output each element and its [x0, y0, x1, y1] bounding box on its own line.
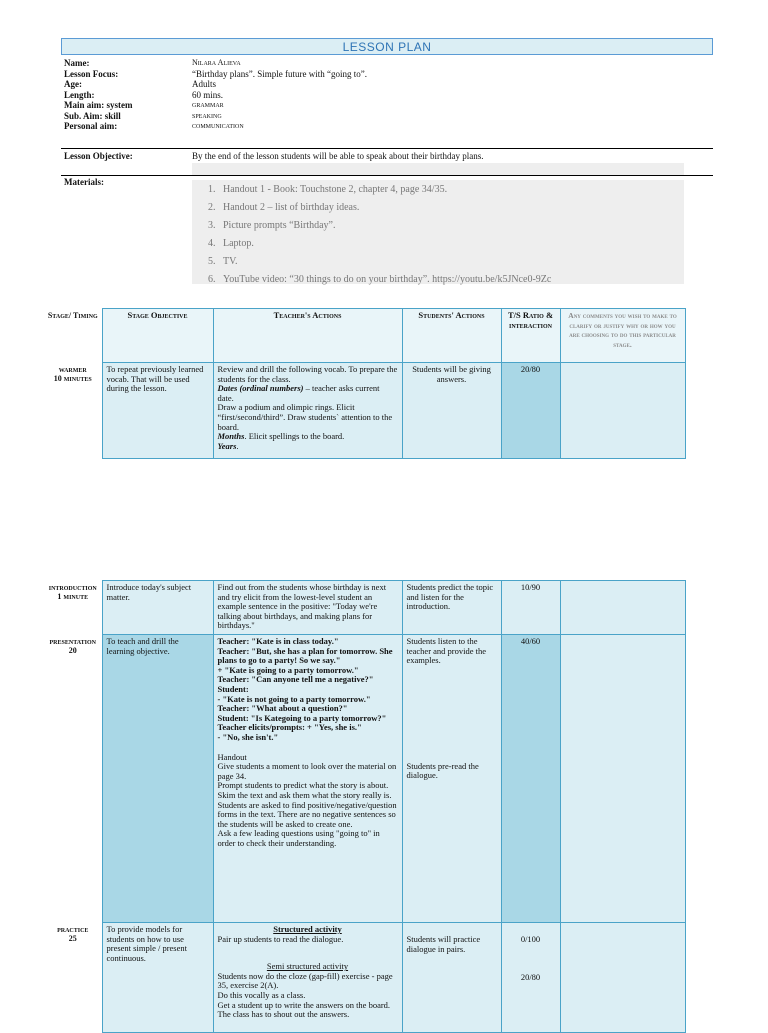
- presentation-script-line: Teacher: "But, she has a plan for tomorrow. She plans to go to a party! So we say.": [217, 645, 393, 666]
- info-row: [64, 69, 714, 80]
- practice-students: Students will practice dialogue in pairs.: [402, 923, 501, 1033]
- presentation-teacher: [213, 635, 402, 923]
- materials-item: 4. Laptop.: [208, 238, 254, 249]
- presentation-step-line: Give students a moment to look over the material on page 34.: [217, 761, 397, 781]
- info-label: Personal aim:: [64, 121, 118, 131]
- practice-ratio: 0/100 20/80: [501, 923, 560, 1033]
- presentation-objective: To teach and drill the learning objective.: [102, 635, 213, 923]
- materials-item: 1. Handout 1 - Book: Touchstone 2, chapter 4, page 34/35.: [208, 184, 448, 195]
- presentation-script-line: - "Kate is not going to a party tomorrow.": [217, 693, 371, 704]
- info-label: Name:: [64, 58, 90, 68]
- warmer-teacher: Review and drill the following vocab. To prepare the students for the class. Dates (ordinal numbers) – teacher asks current date. Draw a podium and olimpic rings. Elicit “first/second/third”. Draw students` attention to the board. Months. Elicit spellings to the board. Years.: [213, 363, 402, 459]
- presentation-step-line: Ask a few leading questions using "going to" in order to check their understanding.: [217, 828, 380, 848]
- presentation-script-line: Student:: [217, 683, 249, 694]
- info-label: Age:: [64, 79, 82, 89]
- plan-table-top: [44, 308, 686, 459]
- header-objective: Stage Objective: [102, 309, 213, 363]
- intro-ratio: 10/90: [501, 581, 560, 635]
- stage-practice: practice 25: [57, 924, 89, 943]
- presentation-script-line: Teacher: "What about a question?": [217, 703, 348, 714]
- lesson-info: [64, 58, 714, 132]
- divider: [61, 148, 713, 149]
- practice-objective: To provide models for students on how to use present simple / present continuous.: [102, 923, 213, 1033]
- lesson-plan-title: LESSON PLAN: [61, 38, 713, 55]
- objective-label: Lesson Objective:: [64, 151, 133, 161]
- intro-teacher: Find out from the students whose birthday is next and try elicit from the lowest-level student an example sentence in the positive: "Today we're talking about birthdays, and making plans for birthdays.": [213, 581, 402, 635]
- presentation-script-line: Teacher: "Kate is in class today.": [217, 636, 339, 646]
- warmer-ratio: 20/80: [501, 363, 560, 459]
- intro-objective: Introduce today's subject matter.: [102, 581, 213, 635]
- header-stage: Stage/ Timing: [44, 309, 102, 363]
- presentation-script-line: - "No, she isn't.": [217, 731, 279, 742]
- info-value: Nilara Alieva: [192, 58, 241, 67]
- info-value: grammar: [192, 100, 224, 109]
- info-row: [64, 79, 714, 90]
- materials-item: 3. Picture prompts “Birthday”.: [208, 220, 336, 231]
- stage-introduction: introduction 1 minute: [48, 582, 97, 601]
- stage-warmer: warmer 10 minutes: [53, 364, 92, 383]
- info-row: [64, 58, 714, 69]
- info-label: Sub. Aim: skill: [64, 110, 121, 121]
- plan-table-bottom: [44, 580, 686, 1033]
- header-teacher: Teacher's Actions: [213, 309, 402, 363]
- materials-item: 2. Handout 2 – list of birthday ideas.: [208, 202, 360, 213]
- presentation-step-line: Students are asked to find positive/negative/question forms in the text. There are no negative sentences so the students will be asked to create one.: [217, 799, 397, 829]
- presentation-ratio: 40/60: [501, 635, 560, 923]
- warmer-students: Students will be giving answers.: [402, 363, 501, 459]
- warmer-comments: [560, 363, 685, 459]
- presentation-step-line: Skim the text and ask them what the story really is.: [217, 789, 392, 800]
- info-value: speaking: [192, 110, 222, 120]
- info-row: [64, 121, 714, 132]
- practice-comments: [560, 923, 685, 1033]
- info-label: Length:: [64, 89, 95, 100]
- info-value: “Birthday plans”. Simple future with “going to”.: [192, 68, 367, 79]
- presentation-script-line: + "Kate is going to a party tomorrow.": [217, 664, 359, 675]
- presentation-step-line: Prompt students to predict what the story is about.: [217, 780, 389, 791]
- info-row: [64, 90, 714, 101]
- info-value: Adults: [192, 79, 217, 89]
- info-row: [64, 100, 714, 111]
- info-label: Lesson Focus:: [64, 68, 119, 79]
- presentation-script-line: Student: "Is Kategoing to a party tomorrow?": [217, 712, 387, 723]
- stage-presentation: presentation 20: [49, 636, 96, 655]
- presentation-students: Students listen to the teacher and provide the examples. Students pre-read the dialogue.: [402, 635, 501, 923]
- header-ratio: T/S Ratio & interaction: [501, 309, 560, 363]
- practice-teacher: Structured activity Pair up students to read the dialogue. Semi structured activity Students now do the cloze (gap-fill) exercise - page 35, exercise 2(A). Do this vocally as a class. Get a student up to write the answers on the board. The class has to shout out the answers.: [213, 923, 402, 1033]
- intro-comments: [560, 581, 685, 635]
- info-value: 60 mins.: [192, 89, 224, 100]
- materials-label: Materials:: [64, 177, 104, 187]
- materials-item: 5. TV.: [208, 256, 238, 267]
- info-label: Main aim: system: [64, 100, 133, 110]
- header-students: Students' Actions: [402, 309, 501, 363]
- presentation-step-line: Handout: [217, 751, 247, 762]
- presentation-comments: [560, 635, 685, 923]
- warmer-objective: To repeat previously learned vocab. That will be used during the lesson.: [102, 363, 213, 459]
- presentation-script-line: Teacher: "Can anyone tell me a negative?": [217, 674, 374, 685]
- header-comments: Any comments you wish to make to clarify or justify why or how you are choosing to do this particular stage.: [560, 309, 685, 363]
- materials-list: [208, 181, 551, 289]
- materials-item: 6. YouTube video: “30 things to do on your birthday”. https://youtu.be/k5JNce0-9Zc: [208, 274, 552, 285]
- info-value: communication: [192, 121, 244, 130]
- divider: [61, 175, 713, 176]
- intro-students: Students predict the topic and listen for the introduction.: [402, 581, 501, 635]
- objective-text: By the end of the lesson students will be able to speak about their birthday plans.: [192, 151, 484, 161]
- presentation-script-line: Teacher elicits/prompts: + "Yes, she is.": [217, 722, 362, 733]
- info-row: [64, 111, 714, 122]
